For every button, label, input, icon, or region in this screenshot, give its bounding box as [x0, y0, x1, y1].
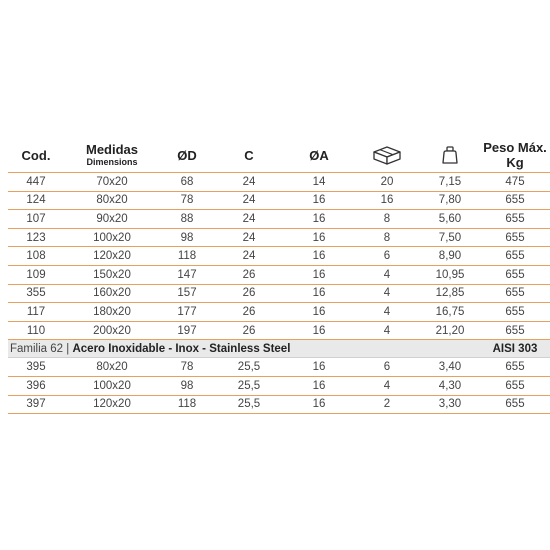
header-medidas — [64, 138, 160, 173]
cell-medidas: 90x20 — [64, 210, 160, 229]
cell-c: 24 — [214, 210, 284, 229]
cell-cod: 395 — [8, 358, 64, 377]
table-row — [8, 303, 550, 322]
header-od: ØD — [160, 138, 214, 173]
header-dimensions-label: Dimensions — [86, 157, 138, 167]
cell-box-qty: 16 — [354, 191, 420, 210]
cell-c: 26 — [214, 265, 284, 284]
cell-c: 25,5 — [214, 376, 284, 395]
cell-cod: 355 — [8, 284, 64, 303]
cell-medidas: 120x20 — [64, 247, 160, 266]
cell-weight: 7,15 — [420, 173, 480, 192]
table-row — [8, 265, 550, 284]
cell-peso: 655 — [480, 228, 550, 247]
cell-peso: 655 — [480, 376, 550, 395]
cell-weight: 8,90 — [420, 247, 480, 266]
cell-medidas: 100x20 — [64, 228, 160, 247]
cell-peso: 655 — [480, 210, 550, 229]
cell-medidas: 100x20 — [64, 376, 160, 395]
cell-cod: 396 — [8, 376, 64, 395]
cell-box-qty: 6 — [354, 358, 420, 377]
product-table-container — [8, 138, 550, 414]
cell-cod: 123 — [8, 228, 64, 247]
table-row — [8, 284, 550, 303]
cell-c: 26 — [214, 303, 284, 322]
cell-weight: 7,80 — [420, 191, 480, 210]
family-band-row — [8, 340, 550, 358]
cell-weight: 4,30 — [420, 376, 480, 395]
cell-od: 177 — [160, 303, 214, 322]
cell-cod: 124 — [8, 191, 64, 210]
cell-od: 78 — [160, 358, 214, 377]
cell-oa: 16 — [284, 228, 354, 247]
product-table — [8, 138, 550, 414]
cell-od: 157 — [160, 284, 214, 303]
cell-od: 98 — [160, 228, 214, 247]
cell-c: 25,5 — [214, 395, 284, 414]
cell-cod: 108 — [8, 247, 64, 266]
cell-cod: 117 — [8, 303, 64, 322]
cell-od: 118 — [160, 247, 214, 266]
cell-oa: 16 — [284, 358, 354, 377]
cell-box-qty: 4 — [354, 321, 420, 340]
cell-medidas: 70x20 — [64, 173, 160, 192]
cell-medidas: 160x20 — [64, 284, 160, 303]
cell-medidas: 150x20 — [64, 265, 160, 284]
cell-box-qty: 4 — [354, 284, 420, 303]
cell-weight: 7,50 — [420, 228, 480, 247]
cell-peso: 655 — [480, 191, 550, 210]
cell-peso: 655 — [480, 265, 550, 284]
cell-cod: 397 — [8, 395, 64, 414]
cell-oa: 16 — [284, 210, 354, 229]
header-peso: Peso Máx. Kg — [480, 138, 550, 173]
cell-peso: 655 — [480, 247, 550, 266]
cell-box-qty: 20 — [354, 173, 420, 192]
cell-c: 26 — [214, 284, 284, 303]
cell-oa: 16 — [284, 303, 354, 322]
cell-peso: 655 — [480, 303, 550, 322]
cell-od: 98 — [160, 376, 214, 395]
cell-box-qty: 2 — [354, 395, 420, 414]
cell-cod: 110 — [8, 321, 64, 340]
cell-box-qty: 8 — [354, 210, 420, 229]
cell-medidas: 120x20 — [64, 395, 160, 414]
family-material: Acero Inoxidable - Inox - Stainless Steel — [72, 342, 291, 355]
table-row — [8, 210, 550, 229]
cell-oa: 16 — [284, 395, 354, 414]
cell-peso: 655 — [480, 358, 550, 377]
cell-oa: 14 — [284, 173, 354, 192]
cell-box-qty: 8 — [354, 228, 420, 247]
cell-od: 118 — [160, 395, 214, 414]
cell-od: 88 — [160, 210, 214, 229]
cell-weight: 16,75 — [420, 303, 480, 322]
cell-peso: 655 — [480, 321, 550, 340]
cell-medidas: 80x20 — [64, 191, 160, 210]
cell-oa: 16 — [284, 284, 354, 303]
cell-weight: 12,85 — [420, 284, 480, 303]
table-body — [8, 173, 550, 414]
family-band-label — [8, 340, 480, 358]
cell-weight: 3,30 — [420, 395, 480, 414]
header-row — [8, 138, 550, 173]
cell-c: 24 — [214, 191, 284, 210]
cell-od: 197 — [160, 321, 214, 340]
cell-c: 26 — [214, 321, 284, 340]
cell-cod: 107 — [8, 210, 64, 229]
cell-peso: 475 — [480, 173, 550, 192]
cell-box-qty: 4 — [354, 265, 420, 284]
cell-oa: 16 — [284, 247, 354, 266]
cell-c: 24 — [214, 173, 284, 192]
weight-icon — [439, 144, 461, 166]
cell-weight: 5,60 — [420, 210, 480, 229]
family-separator: | — [66, 342, 70, 355]
header-cod: Cod. — [8, 138, 64, 173]
table-row — [8, 173, 550, 192]
cell-peso: 655 — [480, 395, 550, 414]
table-row — [8, 228, 550, 247]
table-row — [8, 376, 550, 395]
cell-od: 68 — [160, 173, 214, 192]
cell-weight: 3,40 — [420, 358, 480, 377]
cell-oa: 16 — [284, 265, 354, 284]
table-row — [8, 321, 550, 340]
header-oa: ØA — [284, 138, 354, 173]
cell-oa: 16 — [284, 376, 354, 395]
header-medidas-label: Medidas — [85, 142, 138, 157]
family-name: Familia 62 — [10, 342, 64, 355]
cell-weight: 21,20 — [420, 321, 480, 340]
cell-box-qty: 4 — [354, 376, 420, 395]
cell-peso: 655 — [480, 284, 550, 303]
table-row — [8, 358, 550, 377]
cell-medidas: 80x20 — [64, 358, 160, 377]
cell-od: 78 — [160, 191, 214, 210]
header-weight — [420, 138, 480, 173]
table-row — [8, 191, 550, 210]
box-icon — [371, 144, 403, 166]
table-row — [8, 395, 550, 414]
cell-c: 24 — [214, 228, 284, 247]
table-row — [8, 247, 550, 266]
cell-oa: 16 — [284, 321, 354, 340]
cell-box-qty: 6 — [354, 247, 420, 266]
cell-c: 25,5 — [214, 358, 284, 377]
cell-oa: 16 — [284, 191, 354, 210]
cell-cod: 109 — [8, 265, 64, 284]
cell-weight: 10,95 — [420, 265, 480, 284]
cell-od: 147 — [160, 265, 214, 284]
cell-c: 24 — [214, 247, 284, 266]
header-c: C — [214, 138, 284, 173]
family-grade: AISI 303 — [480, 340, 550, 358]
cell-medidas: 200x20 — [64, 321, 160, 340]
cell-medidas: 180x20 — [64, 303, 160, 322]
cell-cod: 447 — [8, 173, 64, 192]
cell-box-qty: 4 — [354, 303, 420, 322]
header-box — [354, 138, 420, 173]
